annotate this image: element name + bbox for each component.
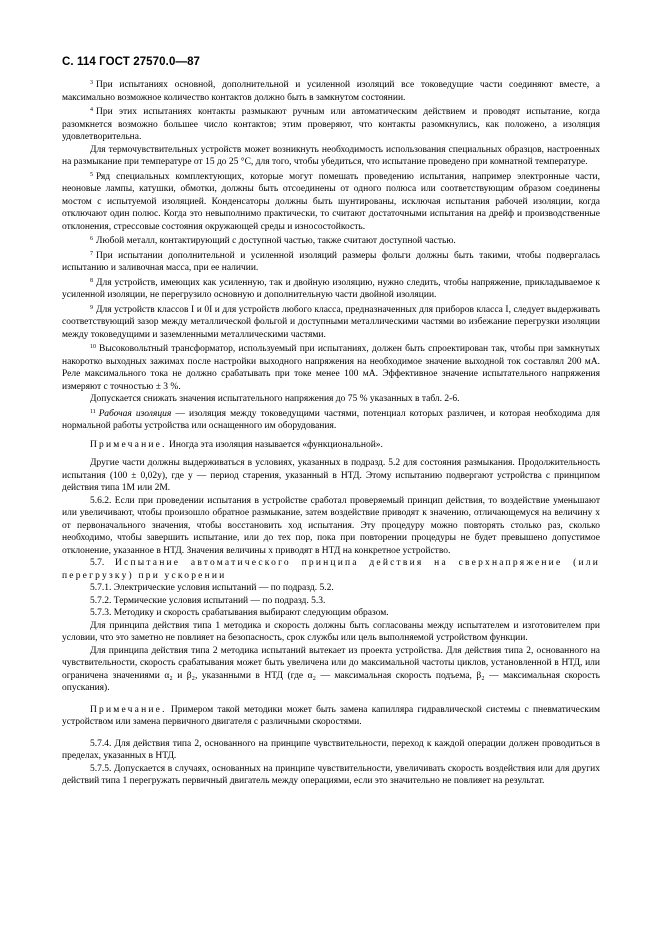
footnote-9 bbox=[62, 302, 600, 342]
paragraph-text: Другие части должны выдерживаться в условиях, указанных в подразд. 5.2 для состояния размыкания. Продолжительность испытания (100 ± 0,02у), где у — период старения, указанный в НТД. Этому испытанию подвергают устройства с принципом действия типа 1М или 2М. bbox=[62, 458, 600, 493]
footnote-marker: 11 bbox=[90, 408, 96, 415]
page-header: С. 114 ГОСТ 27570.0—87 bbox=[62, 56, 201, 68]
term-working-insulation: Рабочая изоляция bbox=[98, 408, 172, 419]
paragraph-text: Допускается снижать значения испытательного напряжения до 75 % указанных в табл. 2-6. bbox=[90, 394, 460, 404]
paragraph-text: 5.7.5. Допускается в случаях, основанных на принципе чувствительности, увеличивать скорость воздействия или для других действий типа 1 перегружать первичный двигатель между операциями, если это значительно не повлияет на результат. bbox=[62, 763, 600, 786]
footnote-11 bbox=[62, 406, 600, 433]
footnote-text: Любой металл, контактирующий с доступной частью, также считают доступной частью. bbox=[96, 236, 456, 246]
paragraph-5-7-2 bbox=[62, 595, 600, 608]
section-number: 5.7. bbox=[90, 558, 105, 568]
footnote-marker: 10 bbox=[90, 344, 96, 350]
note-2 bbox=[62, 704, 600, 729]
note-text: Иногда эта изоляция называется «функциональной». bbox=[166, 439, 383, 450]
footnote-marker: 9 bbox=[90, 304, 93, 311]
paragraph-text: Для принципа действия типа 2 методика испытаний вытекает из проекта устройства. Для действия типа 2, основанного на чувствительности, скорость срабатывания может быть увеличена или до максимальной частоты циклов, установленной в НТД, или ограничена значениями α₂ и β₂, указанными в НТД (где α₂ — максимальная скорость подъема, β₂ — максимальная скорость опускания). bbox=[62, 645, 600, 693]
footnote-text: При этих испытаниях контакты размыкают ручным или автоматическим действием и проводят испытание, когда разомкнется возможно большее число контактов; этим проверяют, что контакты разомкнулись, как положено, а изоляция удовлетворительна. bbox=[62, 107, 600, 142]
paragraph-text: Для принципа действия типа 1 методика и скорость должны быть согласованы между испытателем и изготовителем при условии, что это заметно не повлияет на безопасность, срок службы или цель выполняемой устройством функции. bbox=[62, 620, 600, 643]
footnote-marker: 8 bbox=[90, 277, 93, 284]
section-title: Испытание автоматического принципа действия на сверхнапряжение (или перегрузку) при ускорении bbox=[62, 558, 600, 581]
paragraph-5-7-3 bbox=[62, 607, 600, 620]
footnote-text: Для устройств, имеющих как усиленную, так и двойную изоляцию, нужно следить, чтобы напряжение, прикладываемое к усиленной изоляции, не перегрузило основную и дополнительную части двойной изоляции. bbox=[62, 277, 600, 300]
page-content bbox=[62, 77, 600, 788]
paragraph bbox=[62, 144, 600, 169]
paragraph-text: 5.7.3. Методику и скорость срабатывания выбирают следующим образом. bbox=[90, 608, 389, 618]
footnote-text: При испытаниях основной, дополнительной и усиленной изоляций все токоведущие части соединяют вместе, а максимально возможное количество контактов должно быть в замкнутом состоянии. bbox=[62, 80, 600, 103]
footnote-7 bbox=[62, 248, 600, 275]
footnote-text: — изоляция между токоведущими частями, потенциал которых различен, и которая необходима для нормальной работы устройства или оснащенного им оборудования. bbox=[62, 408, 600, 431]
footnote-10 bbox=[62, 341, 600, 393]
paragraph-text: 5.6.2. Если при проведении испытания в устройстве сработал проверяемый принцип действия, то воздействие уменьшают или увеличивают, чтобы произошло обратное размыкание, затем воздействие приводят к значению, отличающемуся на величину x от первоначального значения, чтобы восстановить ход испытания. Эту процедуру можно повторять столько раз, сколько необходимо, чтобы завершить испытание, или до тех пор, пока при повторении процедуры не будет превышено допустимое отклонение, указанное в НТД. Значения величины x приводят в НТД на конкретное устройство. bbox=[62, 495, 600, 556]
note-label: Примечание. bbox=[90, 439, 167, 450]
paragraph-5-6-2 bbox=[62, 495, 600, 558]
footnote-text: При испытании дополнительной и усиленной изоляций размеры фольги должны быть такими, чтобы подвергалась испытанию и заливочная масса, при ее наличии. bbox=[62, 250, 600, 273]
paragraph-5-7-1 bbox=[62, 582, 600, 595]
paragraph-text: 5.7.2. Термические условия испытаний — по подразд. 5.3. bbox=[90, 595, 326, 606]
paragraph-5-7-5 bbox=[62, 763, 600, 788]
footnote-text: Высоковольтный трансформатор, используемый при испытаниях, должен быть спроектирован так, чтобы при замкнутых накоротко выходных зажимах после настройки выходного напряжения на необходимое значение выходной ток составлял 200 мА. Реле максимального тока не должно срабатывать при токе менее 100 мА. Эффективное значение испытательного напряжения измеряют с точностью ± 3 %. bbox=[62, 344, 600, 392]
paragraph bbox=[62, 645, 600, 695]
footnote-3 bbox=[62, 77, 600, 104]
footnote-4 bbox=[62, 104, 600, 144]
section-5-7-heading bbox=[62, 557, 600, 582]
footnote-marker: 5 bbox=[90, 171, 93, 178]
note-1 bbox=[62, 439, 600, 452]
footnote-8 bbox=[62, 275, 600, 302]
paragraph bbox=[62, 620, 600, 645]
paragraph-text: 5.7.1. Электрические условия испытаний — по подразд. 5.2. bbox=[90, 583, 334, 593]
footnote-marker: 4 bbox=[90, 107, 93, 113]
note-text: Примером такой методики может быть замена капилляра гидравлической системы с пневматическим устройством или замена первичного двигателя с различными скоростями. bbox=[62, 704, 600, 727]
footnote-marker: 6 bbox=[90, 236, 93, 242]
footnote-text: Для устройств классов I и 0I и для устройств любого класса, предназначенных для приборов класса I, следует выдерживать соответствующий зазор между металлической фольгой и доступными металлическими частями во избежание перегрузки изоляции между токоведущими и заземленными металлическими частями. bbox=[62, 304, 600, 340]
footnote-6 bbox=[62, 233, 600, 248]
paragraph bbox=[62, 393, 600, 406]
footnote-text: Ряд специальных комплектующих, которые могут помешать проведению испытания, например электронные части, неоновые лампы, катушки, обмотки, должны быть отсоединены от одного полюса или соответствующим образом соединены мостом с испытуемой изоляцией. Конденсаторы должны быть шунтированы, исключая испытания рабочей изоляции, когда отключают один полюс. Когда это невыполнимо практически, то считают достаточными испытания на дрейф и производственные отклонения, стрессовые состояния окружающей среды и износостойкость. bbox=[62, 171, 600, 232]
paragraph-text: Для термочувствительных устройств может возникнуть необходимость использования специальных образцов, настроенных на размыкание при температуре от 15 до 25 °С, для того, чтобы убедиться, что испытание проведено при комнатной температуре. bbox=[62, 144, 600, 167]
paragraph-text: 5.7.4. Для действия типа 2, основанного на принципе чувствительности, переход к каждой операции должен проводиться в пределах, указанных в НТД. bbox=[62, 738, 600, 761]
footnote-marker: 7 bbox=[90, 250, 93, 257]
note-label: Примечание. bbox=[90, 704, 167, 715]
footnote-marker: 3 bbox=[90, 80, 93, 86]
paragraph bbox=[62, 457, 600, 495]
footnote-5 bbox=[62, 169, 600, 234]
paragraph-5-7-4 bbox=[62, 738, 600, 763]
